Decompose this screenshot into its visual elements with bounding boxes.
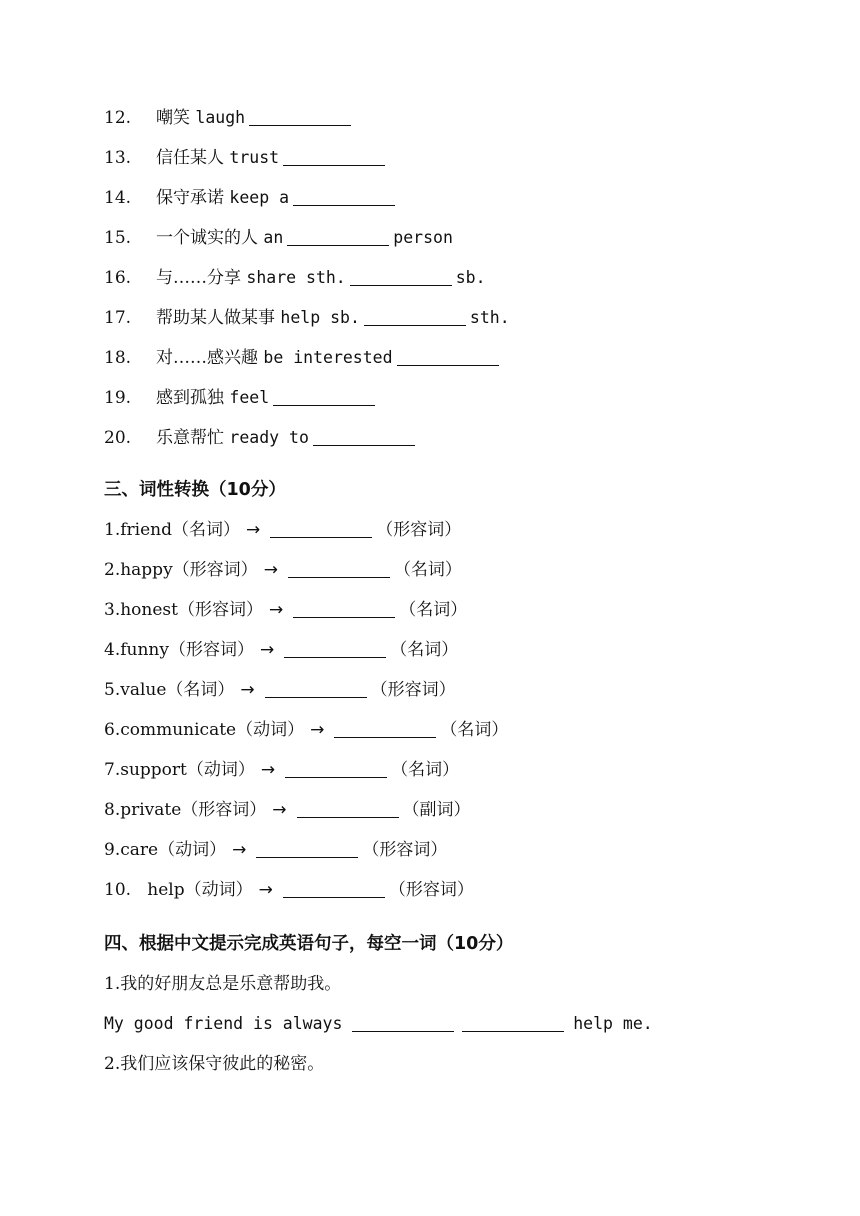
sentence-start: My good friend is always	[104, 1014, 343, 1033]
word-form-prompt: 2.happy（形容词）	[104, 560, 258, 580]
answer-blank[interactable]	[297, 799, 399, 818]
english-phrase: laugh	[195, 108, 246, 127]
target-part-of-speech: （副词）	[402, 800, 471, 820]
word-form-item	[104, 754, 804, 794]
sentence-end: help me.	[573, 1014, 653, 1033]
target-part-of-speech: （形容词）	[376, 520, 462, 540]
phrase-item	[104, 422, 804, 462]
word-form-item	[104, 594, 804, 634]
phrase-item	[104, 342, 804, 382]
arrow-icon: →	[260, 760, 276, 780]
word-form-item	[104, 834, 804, 874]
answer-blank[interactable]	[313, 427, 415, 446]
arrow-icon: →	[232, 840, 247, 860]
chinese-prompt: 与……分享	[156, 268, 241, 288]
arrow-icon: →	[263, 560, 278, 580]
word-form-prompt: 3.honest（形容词）	[104, 600, 263, 620]
word-form-prompt: 4.funny（形容词）	[104, 640, 254, 660]
english-phrase: ready to	[229, 428, 309, 447]
answer-blank[interactable]	[283, 879, 385, 898]
chinese-prompt: 嘲笑	[156, 108, 190, 128]
phrase-item	[104, 142, 804, 182]
answer-blank[interactable]	[352, 1013, 454, 1032]
arrow-icon: →	[258, 880, 273, 900]
item-number: 17.	[104, 308, 132, 328]
arrow-icon: →	[245, 520, 261, 540]
section-spacer	[104, 462, 804, 474]
phrase-item	[104, 102, 804, 142]
item-number: 12.	[104, 108, 132, 128]
target-part-of-speech: （名词）	[391, 760, 460, 780]
section-spacer	[104, 914, 804, 928]
english-phrase-end: sb.	[455, 268, 486, 287]
answer-blank[interactable]	[334, 719, 436, 738]
arrow-icon: →	[272, 800, 287, 820]
phrase-list	[104, 102, 804, 462]
target-part-of-speech: （形容词）	[362, 840, 448, 860]
chinese-prompt: 信任某人	[156, 148, 224, 168]
english-phrase: keep a	[229, 188, 290, 207]
item-number: 15.	[104, 228, 132, 248]
english-phrase: be interested	[263, 348, 393, 367]
answer-blank[interactable]	[288, 559, 390, 578]
sentence-prompt-1: 1.我的好朋友总是乐意帮助我。	[104, 974, 342, 994]
english-phrase: feel	[229, 388, 270, 407]
section-3-title: 三、词性转换（10分）	[104, 480, 286, 500]
english-phrase: help sb.	[280, 308, 360, 327]
chinese-prompt: 对……感兴趣	[156, 348, 258, 368]
answer-blank[interactable]	[397, 347, 499, 366]
english-phrase: an	[263, 228, 284, 247]
english-phrase: trust	[229, 148, 280, 167]
phrase-item	[104, 262, 804, 302]
word-form-prompt: 10. help（动词）	[104, 880, 253, 900]
chinese-prompt: 一个诚实的人	[156, 228, 258, 248]
item-number: 18.	[104, 348, 132, 368]
word-form-item	[104, 794, 804, 834]
answer-blank[interactable]	[265, 679, 367, 698]
target-part-of-speech: （名词）	[440, 720, 509, 740]
arrow-icon: →	[268, 600, 284, 620]
chinese-prompt: 乐意帮忙	[156, 428, 224, 448]
target-part-of-speech: （名词）	[390, 640, 459, 660]
answer-blank[interactable]	[350, 267, 452, 286]
word-form-prompt: 8.private（形容词）	[104, 800, 267, 820]
word-form-list	[104, 514, 804, 914]
word-form-item	[104, 714, 804, 754]
answer-blank[interactable]	[256, 839, 358, 858]
answer-blank[interactable]	[283, 147, 385, 166]
english-phrase-end: sth.	[469, 308, 510, 327]
arrow-icon: →	[310, 720, 325, 740]
worksheet-page	[104, 102, 804, 1088]
word-form-prompt: 1.friend（名词）	[104, 520, 240, 540]
arrow-icon: →	[259, 640, 275, 660]
answer-blank[interactable]	[249, 107, 351, 126]
target-part-of-speech: （形容词）	[370, 680, 456, 700]
answer-blank[interactable]	[293, 599, 395, 618]
phrase-item	[104, 182, 804, 222]
answer-blank[interactable]	[293, 187, 395, 206]
word-form-prompt: 5.value（名词）	[104, 680, 235, 700]
word-form-prompt: 6.communicate（动词）	[104, 720, 305, 740]
sentence-answer-1	[104, 1008, 804, 1048]
chinese-prompt: 感到孤独	[156, 388, 224, 408]
english-phrase: share sth.	[246, 268, 346, 287]
phrase-item	[104, 222, 804, 262]
chinese-prompt: 帮助某人做某事	[156, 308, 275, 328]
section-4-title: 四、根据中文提示完成英语句子，每空一词（10分）	[104, 934, 514, 954]
answer-blank[interactable]	[270, 519, 372, 538]
answer-blank[interactable]	[285, 759, 387, 778]
item-number: 19.	[104, 388, 132, 408]
target-part-of-speech: （名词）	[399, 600, 468, 620]
phrase-item	[104, 382, 804, 422]
english-phrase-end: person	[393, 228, 453, 247]
word-form-item	[104, 634, 804, 674]
item-number: 13.	[104, 148, 132, 168]
answer-blank[interactable]	[284, 639, 386, 658]
word-form-prompt: 9.care（动词）	[104, 840, 227, 860]
target-part-of-speech: （形容词）	[388, 880, 474, 900]
answer-blank[interactable]	[364, 307, 466, 326]
item-number: 16.	[104, 268, 132, 288]
answer-blank[interactable]	[273, 387, 375, 406]
item-number: 14.	[104, 188, 132, 208]
phrase-item	[104, 302, 804, 342]
arrow-icon: →	[240, 680, 255, 700]
sentence-prompt-2: 2.我们应该保守彼此的秘密。	[104, 1054, 325, 1074]
word-form-item	[104, 554, 804, 594]
word-form-item	[104, 674, 804, 714]
item-number: 20.	[104, 428, 132, 448]
word-form-prompt: 7.support（动词）	[104, 760, 255, 780]
chinese-prompt: 保守承诺	[156, 188, 224, 208]
target-part-of-speech: （名词）	[393, 560, 462, 580]
word-form-item	[104, 514, 804, 554]
answer-blank[interactable]	[462, 1013, 564, 1032]
answer-blank[interactable]	[287, 227, 389, 246]
word-form-item	[104, 874, 804, 914]
